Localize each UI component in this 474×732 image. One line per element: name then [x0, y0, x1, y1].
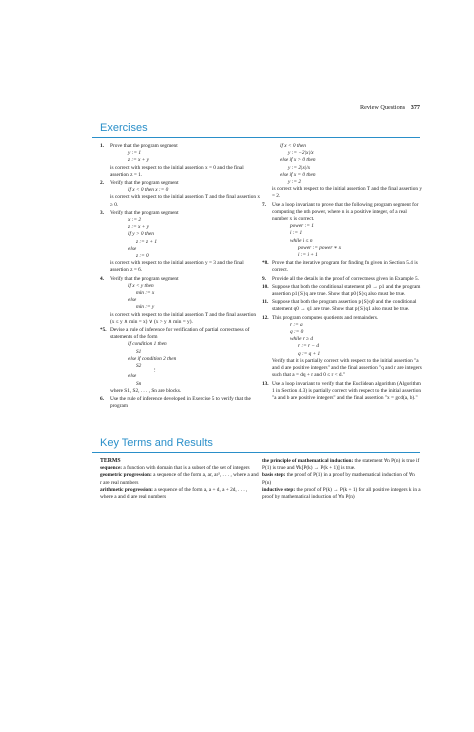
exercise-number: 1.: [100, 143, 104, 149]
exercise-number: 13.: [262, 380, 269, 387]
term-entry: [100, 487, 260, 501]
page-number: 377: [410, 104, 420, 111]
code-line: r := r − d: [298, 343, 319, 350]
exercise-number: 10.: [262, 283, 269, 290]
exercise-number: 11.: [262, 299, 269, 306]
exercise-text: Prove that the program segment: [110, 143, 178, 149]
exercise-9: [262, 276, 422, 283]
exercise-text: Suppose that both the conditional statement p0 → p1 and the program assertion p1{S}q are true. Show that p0{S}q also must be true.: [272, 283, 421, 298]
exercises-left-column: [100, 143, 260, 411]
code-line: q := q + 1: [298, 350, 321, 357]
exercise-text: is correct with respect to the initial assertion T and the final assertion x ≥ 0.: [110, 194, 260, 208]
exercise-6-continued: [262, 186, 422, 200]
code-line: S1: [136, 348, 142, 355]
code-line: y := 2: [288, 179, 301, 186]
exercise-10: [262, 284, 422, 298]
exercise-number: 12.: [262, 314, 269, 321]
exercise-number: 6.: [100, 395, 104, 402]
exercise-3: [100, 210, 260, 275]
exercise-text: is correct with respect to the initial assertion y = 3 and the final assertion z = 6.: [110, 260, 244, 274]
code-block: [272, 223, 422, 259]
code-line: else: [128, 297, 137, 304]
exercise-2: [100, 180, 260, 209]
exercise-number: 7.: [262, 201, 266, 208]
code-line: z := 0: [136, 253, 149, 260]
exercise-4: [100, 276, 260, 326]
exercise-13: [262, 381, 422, 403]
exercise-text: is correct with respect to the initial assertion x = 0 and the final assertion z = 1.: [110, 164, 244, 178]
code-line: else if x = 0 then: [280, 171, 316, 178]
code-line: else: [128, 245, 137, 252]
term-entry: [100, 472, 260, 486]
code-line: q := 0: [290, 329, 304, 336]
exercise-text: This program computes quotients and remainders.: [272, 314, 379, 321]
code-line: z := x + y: [128, 157, 149, 164]
code-line: power := power ∗ x: [298, 244, 342, 251]
exercise-7: [262, 202, 422, 260]
code-line: y := 2|x|/x: [288, 164, 311, 171]
term-entry: [262, 472, 422, 486]
code-block: [110, 217, 260, 260]
code-line: if x < 0 then x := 0: [128, 187, 169, 194]
vertical-ellipsis: ⋮: [152, 368, 158, 375]
term-name: geometric progression:: [100, 472, 152, 479]
code-line: z := z + 1: [136, 238, 157, 245]
header-section: Review Questions: [359, 104, 406, 111]
exercise-text: Prove that the iterative program for finding fn given in Section 5.4 is correct.: [272, 260, 418, 274]
exercise-number: 4.: [100, 275, 104, 282]
exercise-text: Use a loop invariant to prove that the following program segment for computing the nth power, where n is a positive integer, of a real number x is correct.: [272, 201, 419, 223]
code-block: [110, 283, 260, 312]
key-terms-rule: [92, 452, 420, 453]
running-header: [360, 104, 420, 111]
code-line: i := 1: [290, 230, 303, 237]
term-entry: [262, 487, 422, 501]
exercise-text: Use the rule of inference developed in Exercise 5 to verify that the program: [110, 395, 251, 410]
code-line: y := 1: [128, 150, 141, 157]
exercise-text: Use a loop invariant to verify that the Euclidean algorithm (Algorithm 1 in Section 4.3) is partially correct with respect to the initial assertion "a and b are positive integers" and the final assertion "x = gcd(a, b).": [272, 380, 422, 401]
term-name: basis step:: [262, 472, 286, 479]
exercise-number: 3.: [100, 209, 104, 216]
exercise-text: Verify that the program segment: [110, 180, 179, 187]
exercise-text: is correct with respect to the initial assertion T and the final assertion (x ≤ y ∧ min = x) ∨ (x > y ∧ min = y).: [110, 311, 257, 325]
exercise-text: where S1, S2, . . . , Sn are blocks.: [110, 387, 182, 394]
code-block: [262, 143, 422, 186]
code-line: z := x + y: [128, 224, 149, 231]
code-block: [110, 150, 260, 164]
exercise-text: Verify that it is partially correct with respect to the initial assertion "a and d are positive integers" and the final assertion "q and r are integers such that a = dq + r and 0 ≤ r < d.": [272, 357, 422, 379]
code-line: if x < 0 then: [280, 143, 306, 149]
exercise-6: [100, 396, 260, 410]
code-line: x := 2: [128, 217, 141, 224]
terms-right-column: [262, 458, 422, 501]
code-line: if x < y then: [128, 282, 154, 289]
term-definition: the proof of P(1) in a proof by mathematical induction of ∀n P(n): [262, 472, 415, 486]
exercise-8: [262, 260, 422, 274]
exercises-title: Exercises: [100, 122, 148, 134]
exercise-text: Verify that the program segment: [110, 209, 179, 216]
term-definition: the proof of P(k) → P(k + 1) for all positive integers k in a proof by mathematical induction of ∀n P(n): [262, 486, 421, 501]
term-name: inductive step:: [262, 486, 296, 493]
code-line: i := i + 1: [298, 252, 318, 259]
exercise-text: Verify that the program segment: [110, 275, 179, 282]
exercise-number: *5.: [100, 327, 107, 334]
term-entry: [262, 458, 422, 472]
term-name: sequence:: [100, 465, 123, 472]
code-line: min := x: [136, 290, 155, 297]
exercise-text: is correct with respect to the initial assertion T and the final assertion y = 2.: [272, 186, 422, 200]
exercise-number: 9.: [262, 275, 266, 282]
terms-heading: TERMS: [100, 458, 121, 464]
code-line: min := y: [136, 304, 155, 311]
code-line: power := 1: [290, 223, 314, 230]
key-terms-title: Key Terms and Results: [100, 437, 213, 449]
code-line: while i ≤ n: [290, 237, 313, 244]
terms-left-column: [100, 458, 260, 501]
exercises-rule: [92, 137, 420, 138]
code-block: [272, 322, 422, 358]
code-line: r := a: [290, 321, 303, 328]
term-definition: a sequence of the form a, ar, ar², . . . , where a and r are real numbers: [100, 472, 259, 486]
exercise-text: Suppose that both the program assertion p{S}q0 and the conditional statement q0 → q1 are true. Show that p{S}q1 also must be true.: [272, 299, 417, 313]
exercises-right-column: [262, 143, 422, 403]
term-name: arithmetic progression:: [100, 486, 153, 493]
code-line: if y > 0 then: [128, 231, 154, 238]
code-line: else if x > 0 then: [280, 157, 316, 164]
code-line: S2: [136, 363, 142, 370]
exercise-1: [100, 143, 260, 179]
exercise-text: Devise a rule of inference for verification of partial correctness of statements of the form: [110, 327, 250, 341]
exercise-11: [262, 299, 422, 313]
exercise-number: *8.: [262, 260, 269, 267]
exercise-text: Provide all the details in the proof of correctness given in Example 5.: [272, 275, 419, 282]
term-name: the principle of mathematical induction:: [262, 458, 354, 464]
term-definition: a sequence of the form a, a + d, a + 2d, . . . , where a and d are real numbers: [100, 486, 248, 501]
code-line: y := −2|x|/x: [288, 150, 314, 157]
code-block: [110, 341, 260, 387]
code-line: if condition 1 then: [128, 341, 167, 348]
code-line: while r ≥ d: [290, 336, 314, 343]
term-definition: a function with domain that is a subset of the set of integers: [123, 465, 250, 472]
code-line: else if condition 2 then: [128, 355, 177, 362]
term-definition: the statement ∀n P(n) is true if P(1) is true and ∀k[P(k) → P(k + 1)] is true.: [262, 458, 420, 472]
exercise-5: [100, 327, 260, 395]
exercise-number: 2.: [100, 180, 104, 187]
code-line: else: [128, 373, 137, 380]
code-line: Sn: [136, 380, 142, 387]
exercise-12: [262, 315, 422, 380]
